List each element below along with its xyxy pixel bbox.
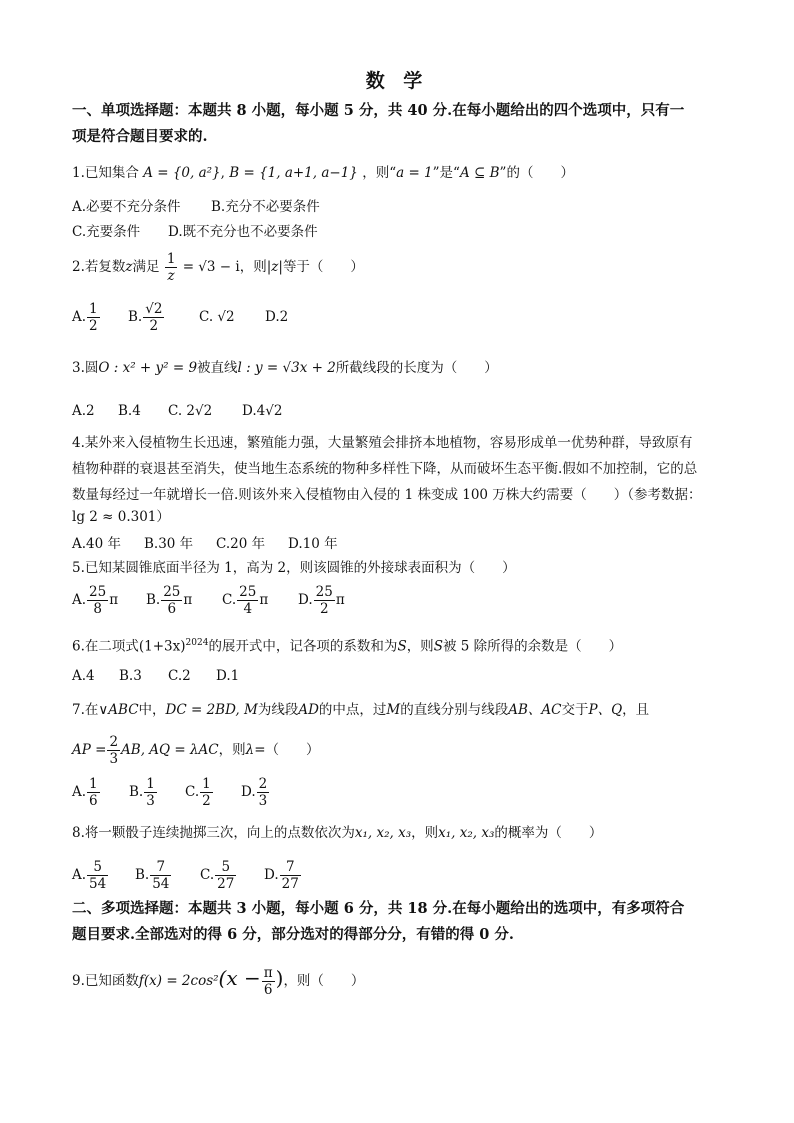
q6-power: 2024 (185, 638, 209, 648)
q5-a-frac (87, 584, 108, 617)
q5-b-num: 25 (163, 584, 181, 600)
q7-b-label: B. (129, 784, 144, 800)
q1-set-b: B = {1, a+1, a−1} (229, 165, 358, 181)
q7-lambda: λ (245, 742, 255, 758)
q6-option-d: D.1 (216, 668, 240, 684)
question-1-stem (72, 163, 574, 183)
q8-vars2: x₁, x₂, x₃ (438, 825, 495, 841)
q5-option-c (222, 583, 268, 617)
q2-fraction (165, 251, 178, 284)
q7-text-h: ，则 (218, 742, 246, 758)
q9-frac (262, 965, 275, 998)
q4-line3: 数量每经过一年就增长一倍.则该外来入侵植物由入侵的 1 株变成 100 万株大约需要（ ）（参考数据： (72, 487, 702, 503)
q9-text-b: ，则（ ） (283, 973, 365, 989)
q5-option-a (72, 583, 118, 617)
q7-d-label: D. (241, 784, 256, 800)
q7-pq: P、Q (588, 702, 623, 718)
q7-b-den: 3 (146, 793, 155, 809)
q4-option-c: C.20 年 (216, 536, 266, 552)
q7-text-d: 的中点，过 (318, 702, 387, 718)
q3-option-c: C. 2√2 (168, 403, 213, 419)
question-3-stem (72, 358, 498, 378)
q1-text-b: ，则“ (362, 165, 397, 181)
q5-c-label: C. (222, 592, 237, 608)
q7-b-num: 1 (146, 776, 155, 792)
q8-text-b: ，则 (411, 825, 439, 841)
q8-b-frac (150, 859, 171, 892)
q9-paren-left: (x − (218, 966, 261, 990)
q3-text-c: 所截线段的长度为（ ） (335, 360, 498, 376)
q9-function: f(x) = 2cos² (138, 973, 219, 989)
q2-frac-num: 1 (166, 251, 176, 267)
q5-d-den: 2 (319, 601, 329, 617)
q7-triangle: ∨ABC (98, 702, 139, 718)
q7-c-label: C. (185, 784, 200, 800)
q8-c-num: 5 (215, 859, 236, 876)
q8-option-c (200, 858, 237, 892)
q6-binomial: (1+3x) (138, 638, 186, 655)
q2-b-frac (143, 301, 164, 334)
q2-a-den: 2 (89, 318, 98, 334)
q2-option-d: D.2 (265, 309, 289, 325)
q1-set-a: A = {0, a²} (143, 165, 221, 181)
section1-heading-line1: 一、单项选择题：本题共 8 小题，每小题 5 分，共 40 分.在每小题给出的四个选项中，只有一 (72, 102, 685, 119)
q6-text-c: ，则 (406, 638, 434, 655)
q8-b-label: B. (135, 867, 150, 883)
q2-frac-den: z (167, 268, 175, 284)
q5-a-label: A. (72, 592, 87, 608)
q3-circle-eq: O : x² + y² = 9 (98, 360, 198, 376)
q7-ad: AD (298, 702, 319, 718)
q7-a-label: A. (72, 784, 87, 800)
q5-c-den: 4 (243, 601, 253, 617)
q8-a-den: 54 (89, 876, 107, 892)
q7-d-frac (257, 776, 270, 809)
q6-option-a: A.4 (72, 668, 95, 684)
q8-option-a (72, 858, 109, 892)
q3-option-a: A.2 (72, 403, 95, 419)
q6-text-d: 被 5 除所得的余数是（ ） (442, 638, 623, 655)
q6-text-b: 的展开式中，记各项的系数和为 (208, 638, 398, 655)
section1-heading-line2: 项是符合题目要求的. (72, 128, 208, 145)
q5-c-frac (237, 584, 258, 617)
q7-b-frac (144, 776, 157, 809)
q7-ap: AP = (72, 742, 107, 758)
section2-heading-line2: 题目要求.全部选对的得 6 分，部分选对的得部分分，有错的得 0 分. (72, 926, 514, 943)
question-9-stem (72, 961, 364, 998)
q6-option-c: C.2 (168, 668, 191, 684)
q4-line2: 植物种群的衰退甚至消失，使当地生态系统的物种多样性下降，从而破坏生态平衡.假如不加控制，它的总 (72, 461, 698, 477)
q1-option-d: D.既不充分也不必要条件 (168, 224, 318, 240)
q8-d-num: 7 (280, 859, 301, 876)
q8-d-den: 27 (281, 876, 299, 892)
q7-text-i: =（ ） (254, 742, 320, 758)
q7-d-den: 3 (258, 793, 268, 809)
page-title: 数 学 (365, 70, 429, 92)
q8-a-frac (87, 859, 108, 892)
q8-a-label: A. (72, 867, 87, 883)
q2-abs-z: |z| (266, 259, 283, 275)
q2-b-den: 2 (149, 318, 159, 334)
q2-a-frac (87, 301, 100, 334)
q7-text-f: 交于 (561, 702, 589, 718)
q7-text-c: 为线段 (257, 702, 299, 718)
q4-option-a: A.40 年 (72, 536, 122, 552)
q4-option-d: D.10 年 (288, 536, 338, 552)
section2-heading-line1: 二、多项选择题：本题共 3 小题，每小题 6 分，共 18 分.在每小题给出的选项中，有多项符合 (72, 900, 685, 917)
q5-option-b (146, 583, 192, 617)
q1-text-d: ”的（ ） (499, 165, 574, 181)
q6-text-a: 6.在二项式 (72, 638, 139, 655)
q5-d-frac (314, 584, 335, 617)
q7-option-d (241, 775, 270, 809)
q7-a-num: 1 (89, 776, 98, 792)
q7-c-frac (200, 776, 213, 809)
q8-b-den: 54 (152, 876, 170, 892)
q5-d-num: 25 (315, 584, 333, 600)
q9-frac-den: 6 (263, 982, 273, 998)
question-5-stem: 5.已知某圆锥底面半径为 1，高为 2，则该圆锥的外接球表面积为（ ） (72, 560, 516, 576)
q7-text-b: 中， (138, 702, 166, 718)
q5-b-frac (161, 584, 182, 617)
q7-a-den: 6 (89, 793, 98, 809)
q2-b-label: B. (128, 309, 143, 325)
q8-vars1: x₁, x₂, x₃ (354, 825, 412, 841)
q2-b-num: √2 (145, 301, 163, 317)
q7-c-den: 2 (202, 793, 211, 809)
q1-option-b: B.充分不必要条件 (211, 199, 320, 215)
q1-condition: a = 1 (396, 165, 433, 181)
q8-b-num: 7 (150, 859, 171, 876)
q7-option-c (185, 775, 214, 809)
q8-d-label: D. (264, 867, 279, 883)
q4-option-b: B.30 年 (144, 536, 194, 552)
q5-a-pi: π (109, 592, 119, 608)
q2-text-b: 满足 (132, 259, 160, 275)
q9-frac-num: π (263, 965, 273, 981)
q5-d-pi: π (335, 592, 345, 608)
q5-b-label: B. (146, 592, 161, 608)
q7-ap-rest: AB, AQ = λAC (121, 742, 219, 758)
q7-abac: AB、AC (508, 702, 562, 718)
q8-option-b (135, 858, 172, 892)
question-7-stem-line2 (72, 733, 320, 767)
q8-a-num: 5 (87, 859, 108, 876)
q2-equation: = √3 − i (182, 259, 240, 275)
q1-subset: A ⊆ B (459, 165, 500, 181)
q2-z: z (125, 259, 133, 275)
q7-c-num: 1 (202, 776, 211, 792)
q7-text-a: 7.在 (72, 702, 99, 718)
q2-a-num: 1 (89, 301, 98, 317)
q2-a-label: A. (72, 309, 87, 325)
q7-text-e: 的直线分别与线段 (400, 702, 509, 718)
q5-a-num: 25 (89, 584, 107, 600)
q5-d-label: D. (298, 592, 313, 608)
q5-c-pi: π (259, 592, 269, 608)
q1-text-c: ”是“ (432, 165, 460, 181)
q6-option-b: B.3 (119, 668, 142, 684)
q3-text-a: 3.圆 (72, 360, 99, 376)
q7-d-num: 2 (258, 776, 268, 792)
q8-text-c: 的概率为（ ） (494, 825, 603, 841)
q7-text-g: ，且 (622, 702, 650, 718)
q6-s2: S (433, 638, 443, 655)
question-2-stem (72, 250, 364, 284)
q5-option-d (298, 583, 345, 617)
q7-ap-frac (107, 734, 120, 767)
q2-text-a: 2.若复数 (72, 259, 126, 275)
q4-line1: 4.某外来入侵植物生长迅速，繁殖能力强，大量繁殖会排挤本地植物，容易形成单一优势种群，导致原有 (72, 435, 693, 451)
question-7-stem-line1 (72, 700, 649, 720)
q8-option-d (264, 858, 302, 892)
q7-option-b (129, 775, 158, 809)
q8-c-label: C. (200, 867, 215, 883)
q5-a-den: 8 (93, 601, 102, 617)
q8-c-frac (215, 859, 236, 892)
q3-option-b: B.4 (118, 403, 141, 419)
q5-b-pi: π (183, 592, 193, 608)
q8-d-frac (280, 859, 301, 892)
q2-text-c: ，则 (239, 259, 267, 275)
q7-a-frac (87, 776, 100, 809)
q2-text-d: 等于（ ） (282, 259, 364, 275)
q5-c-num: 25 (239, 584, 257, 600)
q8-c-den: 27 (217, 876, 235, 892)
q9-text-a: 9.已知函数 (72, 973, 139, 989)
q3-text-b: 被直线 (197, 360, 238, 376)
q3-line-eq: l : y = √3x + 2 (237, 360, 336, 376)
question-8-stem (72, 823, 602, 843)
q1-sep: , (220, 165, 225, 181)
question-6-stem (72, 633, 622, 657)
q1-text-a: 1.已知集合 (72, 165, 139, 181)
q7-ap-den: 3 (109, 751, 119, 767)
q7-m: M (386, 702, 401, 718)
q1-option-c: C.充要条件 (72, 224, 141, 240)
q6-s: S (397, 638, 407, 655)
q2-option-b (128, 300, 165, 334)
q3-option-d: D.4√2 (242, 403, 283, 419)
q7-ap-num: 2 (109, 734, 119, 750)
q5-b-den: 6 (167, 601, 177, 617)
q7-option-a (72, 775, 101, 809)
q4-line4: lg 2 ≈ 0.301） (72, 509, 170, 525)
q7-vector-eq: DC = 2BD, M (165, 702, 258, 718)
q2-option-a (72, 300, 101, 334)
q8-text-a: 8.将一颗骰子连续抛掷三次，向上的点数依次为 (72, 825, 355, 841)
q1-option-a: A.必要不充分条件 (72, 199, 181, 215)
q9-paren-right: ) (275, 966, 284, 990)
q2-option-c: C. √2 (199, 309, 235, 325)
